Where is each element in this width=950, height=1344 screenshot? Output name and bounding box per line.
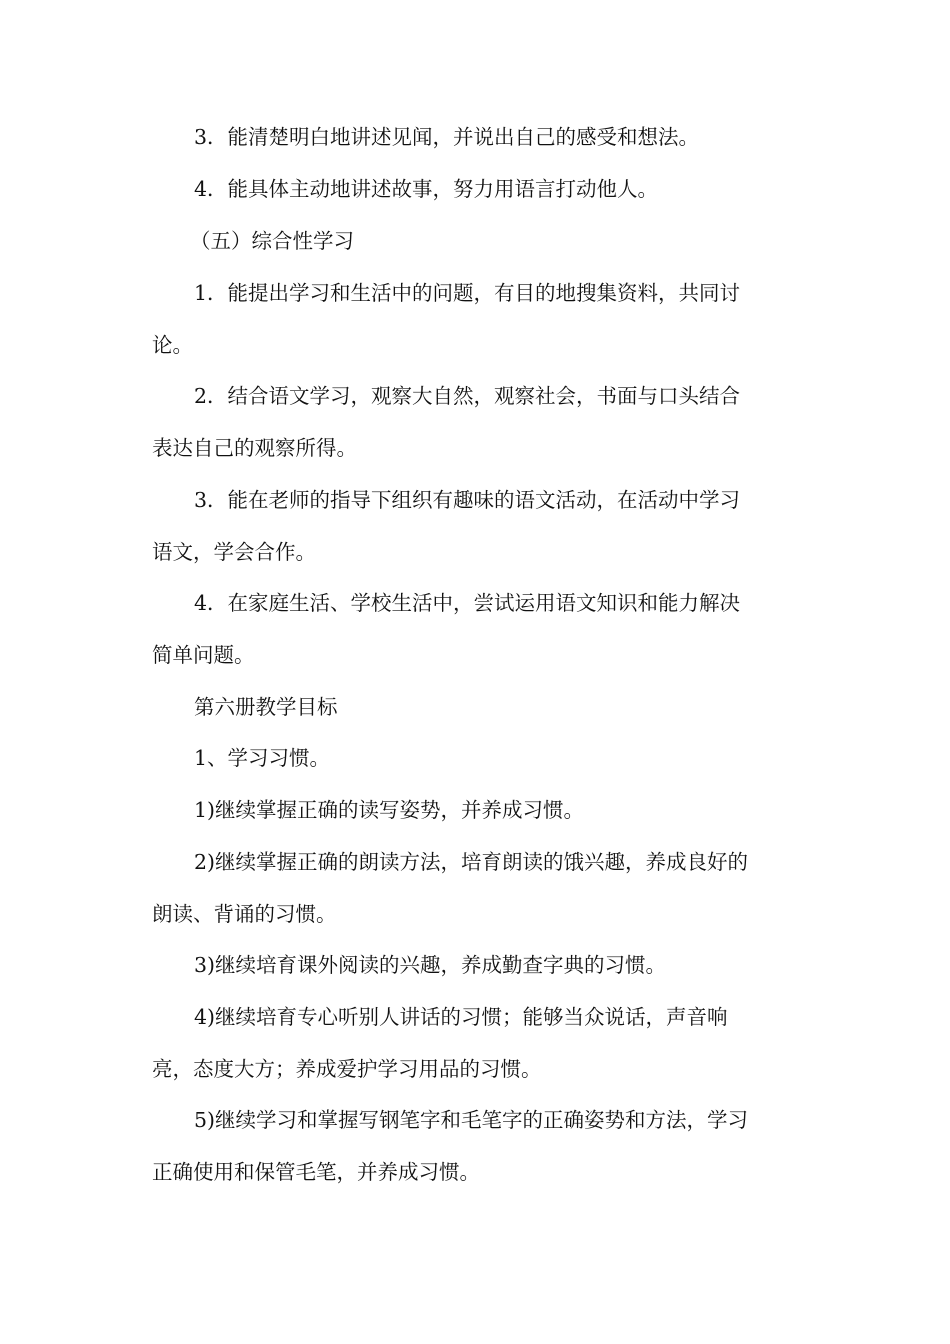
subsection-heading: 1、学习习惯。 [194, 746, 331, 770]
paragraph-line: 论。 [152, 333, 193, 357]
paragraph-line: 表达自己的观察所得。 [152, 436, 357, 460]
paragraph-line: 朗读、背诵的习惯。 [152, 902, 337, 926]
paragraph-line: 语文，学会合作。 [152, 540, 316, 564]
paragraph-line: 4)继续培育专心听别人讲话的习惯；能够当众说话，声音响 [194, 1005, 728, 1029]
paragraph-line: 2)继续掌握正确的朗读方法，培育朗读的饿兴趣，养成良好的 [194, 850, 749, 874]
paragraph-line: 5)继续学习和掌握写钢笔字和毛笔字的正确姿势和方法，学习 [194, 1108, 749, 1132]
paragraph-line: 2．结合语文学习，观察大自然，观察社会，书面与口头结合 [194, 384, 741, 408]
paragraph-line: 3．能在老师的指导下组织有趣味的语文活动，在活动中学习 [194, 488, 741, 512]
section-heading: （五）综合性学习 [190, 229, 354, 253]
paragraph-line: 4．能具体主动地讲述故事，努力用语言打动他人。 [194, 177, 659, 201]
paragraph-line: 正确使用和保管毛笔，并养成习惯。 [152, 1160, 480, 1184]
paragraph-line: 3)继续培育课外阅读的兴趣，养成勤查字典的习惯。 [194, 953, 667, 977]
paragraph-line: 1．能提出学习和生活中的问题，有目的地搜集资料，共同讨 [194, 281, 741, 305]
paragraph-line: 亮，态度大方；养成爱护学习用品的习惯。 [152, 1057, 542, 1081]
section-heading: 第六册教学目标 [194, 695, 338, 719]
paragraph-line: 1)继续掌握正确的读写姿势，并养成习惯。 [194, 798, 585, 822]
paragraph-line: 简单问题。 [152, 643, 255, 667]
paragraph-line: 4．在家庭生活、学校生活中，尝试运用语文知识和能力解决 [194, 591, 741, 615]
paragraph-line: 3．能清楚明白地讲述见闻，并说出自己的感受和想法。 [194, 125, 700, 149]
